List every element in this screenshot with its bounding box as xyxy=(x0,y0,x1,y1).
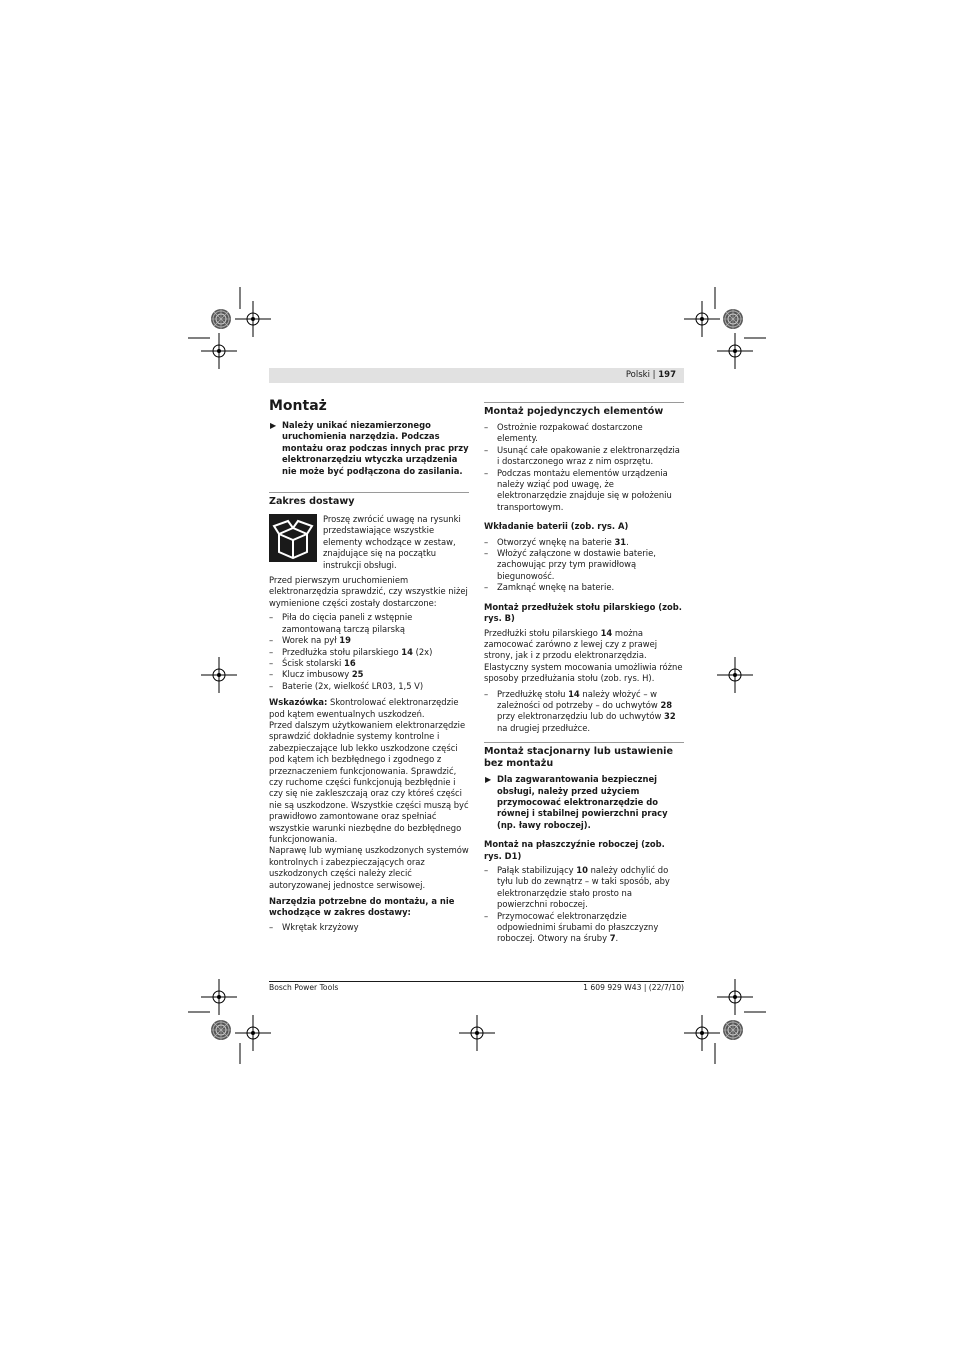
list-item: – Przedłużkę stołu 14 należy włożyć – w zależności od potrzeby – do uchwytów 28 przy elektronarzędziu lub do uchwytów 32 na drugiej przedłużce. xyxy=(484,689,684,735)
box-text: Proszę zwrócić uwagę na rysunki przedstawiające wszystkie elementy wchodzące w zestaw, znajdujące się na początku instrukcji obsługi. xyxy=(323,514,461,570)
footer-rule xyxy=(269,981,684,982)
tools-list xyxy=(269,922,469,933)
header-language: Polski xyxy=(625,370,650,380)
extension-paragraph-2: Elastyczny system mocowania umożliwia różne sposoby przedłużania stołu (zob. rys. H). xyxy=(484,661,683,684)
worksurface-list xyxy=(484,865,684,945)
header-separator: | xyxy=(652,370,656,380)
extension-title: Montaż przedłużek stołu pilarskiego (zob. rys. B) xyxy=(484,601,682,624)
page-title: Montaż xyxy=(269,398,327,414)
battery-list xyxy=(484,537,684,594)
tools-title: Narzędzia potrzebne do montażu, a nie wchodzące w zakres dostawy: xyxy=(269,896,455,918)
list-item: – Klucz imbusowy 25 xyxy=(269,669,469,680)
extension-list xyxy=(484,689,684,735)
section-title-stacjonarny: Montaż stacjonarny lub ustawienie bez montażu xyxy=(484,742,684,770)
intro-text: Przed pierwszym uruchomieniem elektronarzędzia sprawdzić, czy wszystkie niżej wymienione części zostały dostarczone: xyxy=(269,575,468,608)
list-item: – Przedłużka stołu pilarskiego 14 (2x) xyxy=(269,647,469,658)
safety-warning: ▶ Należy unikać niezamierzonego uruchomienia narzędzia. Podczas montażu oraz podczas innych prac przy elektronarzędziu wtyczka urządzenia nie może być podłączona do zasilania. xyxy=(270,420,469,476)
extension-paragraph: Przedłużki stołu pilarskiego 14 można zamocować zarówno z lewej czy z prawej strony, jak i z przodu elektronarzędzia. xyxy=(484,627,658,661)
warning-triangle-icon: ▶ xyxy=(270,421,277,430)
list-item: – Otworzyć wnękę na baterie 31. xyxy=(484,537,684,548)
warning-triangle-icon: ▶ xyxy=(485,775,492,785)
battery-title: Wkładanie baterii (zob. rys. A) xyxy=(484,521,629,532)
list-item: – Podczas montażu elementów urządzenia należy wziąć pod uwagę, że elektronarzędzie znajduje się w położeniu transportowym. xyxy=(484,468,684,514)
note-paragraph-2: Przed dalszym użytkowaniem elektronarzędzie sprawdzić dokładnie systemy kontrolne i zabezpieczające lub lekko uszkodzone części pod kątem ich bezbłędnego i zgodnego z przeznaczeniem funkcjonowania. Sprawdzić, czy ruchome części funkcjonują bezbłędnie i czy się nie zakleszczają oraz czy któreś części nie są uszkodzone. Wszystkie części muszą być prawidłowo zamontowane oraz spełniać wszystkie warunki niezbędne do bezbłędnego funkcjonowania. xyxy=(269,719,469,844)
note-label: Wskazówka: xyxy=(269,697,328,708)
box-icon xyxy=(269,514,317,562)
section-title-montaz-elementow: Montaż pojedynczych elementów xyxy=(484,402,684,418)
list-item: – Przymocować elektronarzędzie odpowiednimi śrubami do płaszczyzny roboczej. Otwory na śruby 7. xyxy=(484,911,684,945)
list-item: – Ostrożnie rozpakować dostarczone elementy. xyxy=(484,422,684,445)
note-paragraph: Wskazówka: Skontrolować elektronarzędzie pod kątem ewentualnych uszkodzeń. xyxy=(269,697,459,719)
list-item: – Piła do cięcia paneli z wstępnie zamontowaną tarczą pilarską xyxy=(269,612,469,635)
list-item: – Zamknąć wnękę na baterie. xyxy=(484,582,684,593)
footer-brand: Bosch Power Tools xyxy=(269,983,339,992)
list-item: – Pałąk stabilizujący 10 należy odchylić do tyłu lub do zewnątrz – w taki sposób, aby elektronarzędzie stało prosto na powierzchni roboczej. xyxy=(484,865,684,911)
section-title-zakres: Zakres dostawy xyxy=(269,492,469,508)
footer-doc-number: 1 609 929 W43 | (22/7/10) xyxy=(583,983,684,992)
page-number: 197 xyxy=(658,370,676,380)
right-column xyxy=(484,402,684,945)
list-item: – Włożyć załączone w dostawie baterie, zachowując przy tym prawidłową biegunowość. xyxy=(484,548,684,582)
safety-warning-2: ▶ Dla zagwarantowania bezpiecznej obsługi, należy przed użyciem przymocować elektronarzędzie do równej i stabilnej powierzchni pracy (np. ławy roboczej). xyxy=(485,774,668,830)
list-item: – Usunąć całe opakowanie z elektronarzędzia i dostarczonego wraz z nim osprzętu. xyxy=(484,445,684,468)
list-item: – Wkrętak krzyżowy xyxy=(269,922,469,933)
header-text xyxy=(626,369,676,382)
delivery-list xyxy=(269,612,469,692)
assembly-list xyxy=(484,422,684,513)
box-note xyxy=(269,514,469,571)
list-item: – Baterie (2x, wielkość LR03, 1,5 V) xyxy=(269,681,469,692)
page-header xyxy=(269,368,684,383)
note-paragraph-3: Naprawę lub wymianę uszkodzonych systemów kontrolnych i zabezpieczających oraz uszkodzonych części należy zlecić autoryzowanej jednostce serwisowej. xyxy=(269,845,469,890)
left-column xyxy=(269,420,469,933)
worksurface-title: Montaż na płaszczyźnie roboczej (zob. rys. D1) xyxy=(484,839,665,861)
list-item: – Worek na pył 19 xyxy=(269,635,469,646)
list-item: – Ścisk stolarski 16 xyxy=(269,658,469,669)
